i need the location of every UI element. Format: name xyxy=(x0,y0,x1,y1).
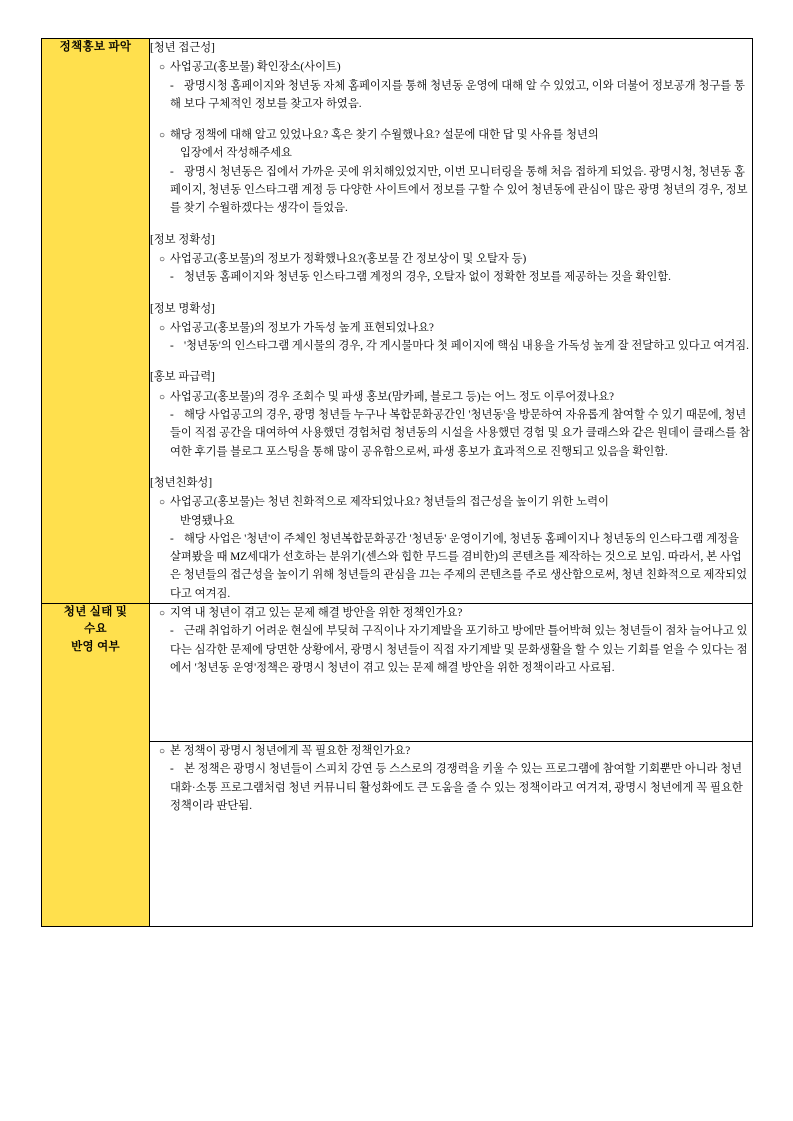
question-text: 사업공고(홍보물)의 경우 조회수 및 파생 홍보(맘카페, 블로그 등)는 어느 정도 이루어졌나요? xyxy=(170,390,614,403)
row-content-policy-promotion xyxy=(150,39,753,604)
row-content-problem-solving xyxy=(150,604,753,742)
question-line xyxy=(150,388,752,406)
section-heading: [정보 명확성] xyxy=(150,302,215,315)
spacer xyxy=(150,218,752,231)
question-text: 본 정책이 광명시 청년에게 꼭 필요한 정책인가요? xyxy=(170,745,411,758)
question-line xyxy=(150,319,752,337)
dash-bullet-icon: - xyxy=(170,165,174,178)
spacer xyxy=(150,113,752,126)
answer-line xyxy=(150,77,752,114)
section-heading: [홍보 파급력] xyxy=(150,371,215,384)
answer-line xyxy=(150,622,752,677)
dash-bullet-icon: - xyxy=(170,79,174,92)
answer-line xyxy=(150,337,752,355)
question-line xyxy=(150,604,752,622)
section-heading: [정보 정확성] xyxy=(150,233,215,246)
answer-text: 광명시 청년동은 집에서 가까운 곳에 위치해있었지만, 이번 모니터링을 통해 처음 접하게 되었음. 광명시청, 청년동 홈페이지, 청년동 인스타그램 계정 등 다양한 사이트에서 정보를 구할 수 있어 청년동에 관심이 많은 광명 청년의 경우, 정보를 찾기 수월하겠다는 생각이 들었음. xyxy=(170,165,748,215)
row-label-youth-needs xyxy=(42,604,150,927)
answer-line xyxy=(150,268,752,286)
section-heading: [청년친화성] xyxy=(150,476,213,489)
answer-line xyxy=(150,760,752,815)
row-label-text: 정책홍보 파악 xyxy=(59,41,132,53)
answer-line xyxy=(150,163,752,218)
answer-text: '청년동'의 인스타그램 게시물의 경우, 각 게시물마다 첫 페이지에 핵심 내용을 가독성 높게 잘 전달하고 있다고 여겨짐. xyxy=(184,340,749,353)
row-label-text-line1: 청년 실태 및 xyxy=(63,606,128,619)
answer-text: 광명시청 홈페이지와 청년동 자체 홈페이지를 통해 청년동 운영에 대해 알 수 있었고, 이와 더불어 정보공개 청구를 통해 보다 구체적인 정보를 찾고자 하였음. xyxy=(170,79,745,110)
circle-bullet-icon: ○ xyxy=(159,322,166,334)
circle-bullet-icon: ○ xyxy=(159,253,166,265)
table-row-policy-promotion xyxy=(42,39,753,604)
dash-bullet-icon: - xyxy=(170,763,174,776)
dash-bullet-icon: - xyxy=(170,340,174,353)
answer-text: 청년동 홈페이지와 청년동 인스타그램 계정의 경우, 오탈자 없이 정확한 정보를 제공하는 것을 확인함. xyxy=(184,271,671,284)
question-line xyxy=(150,126,752,144)
row-label-text-line2: 수요 xyxy=(84,623,107,636)
question-text: 사업공고(홍보물) 확인장소(사이트) xyxy=(170,61,341,74)
section-info-clarity xyxy=(150,300,752,356)
question-line xyxy=(150,58,752,76)
section-heading: [청년 접근성] xyxy=(150,42,215,54)
section-youth-friendliness xyxy=(150,474,752,603)
question-text: 사업공고(홍보물)의 정보가 가독성 높게 표현되었나요? xyxy=(170,321,434,334)
dash-bullet-icon: - xyxy=(170,271,174,284)
circle-bullet-icon: ○ xyxy=(159,130,166,142)
answer-line xyxy=(150,530,752,603)
spacer xyxy=(150,287,752,300)
answer-line xyxy=(150,406,752,461)
question-line xyxy=(150,742,752,760)
question-line xyxy=(150,493,752,511)
section-info-accuracy xyxy=(150,231,752,287)
answer-text: 근래 취업하기 어려운 현실에 부딪혀 구직이나 자기계발을 포기하고 방에만 틀어박혀 있는 청년들이 점차 늘어나고 있다는 심각한 문제에 당면한 상황에서, 광명시 청년들이 직접 자기계발 및 문화생활을 할 수 있는 기회를 얻을 수 있다는 점에서 '청년동 운영'정책은 광명시 청년이 겪고 있는 문제 해결 방안을 위한 정책이라고 사료됨. xyxy=(170,625,748,674)
section-promotion-reach xyxy=(150,368,752,460)
circle-bullet-icon: ○ xyxy=(159,62,166,74)
row-content-necessity xyxy=(150,742,753,927)
question-text: 사업공고(홍보물)의 정보가 정확했나요?(홍보물 간 정보상이 및 오탈자 등) xyxy=(170,252,527,265)
circle-bullet-icon: ○ xyxy=(159,608,166,620)
dash-bullet-icon: - xyxy=(170,532,174,545)
evaluation-table xyxy=(41,38,753,927)
circle-bullet-icon: ○ xyxy=(159,391,166,403)
answer-text: 해당 사업공고의 경우, 광명 청년들 누구나 복합문화공간인 '청년동'을 방문하여 자유롭게 참여할 수 있기 때문에, 청년들이 직접 공간을 대여하여 사용했던 경험처럼 청년동의 시설을 사용했던 경험 및 요가 클래스와 같은 원데이 클래스를 참여한 후기를 블로그 포스팅을 통해 많이 공유함으로써, 파생 홍보가 효과적으로 진행되고 있음을 확인함. xyxy=(170,409,750,458)
circle-bullet-icon: ○ xyxy=(159,746,166,758)
spacer xyxy=(150,461,752,474)
question-text: 해당 정책에 대해 알고 있었나요? 혹은 찾기 수월했나요? 설문에 대한 답 및 사유를 청년의 xyxy=(170,129,599,142)
dash-bullet-icon: - xyxy=(170,625,174,638)
question-text: 사업공고(홍보물)는 청년 친화적으로 제작되었나요? 청년들의 접근성을 높이기 위한 노력이 xyxy=(170,496,609,509)
row-label-text-line3: 반영 여부 xyxy=(71,640,120,653)
question-line xyxy=(150,250,752,268)
question-text: 지역 내 청년이 겪고 있는 문제 해결 방안을 위한 정책인가요? xyxy=(170,607,463,620)
section-youth-access xyxy=(150,39,752,218)
answer-text: 본 정책은 광명시 청년들이 스피치 강연 등 스스로의 경쟁력을 키울 수 있는 프로그램에 참여할 기회뿐만 아니라 청년 대화·소통 프로그램처럼 청년 커뮤니티 활성화에도 큰 도움을 줄 수 있는 정책이라고 여겨져, 광명시 청년에게 꼭 필요한 정책이라 판단됨. xyxy=(170,763,743,812)
table-row-youth-needs-a xyxy=(42,604,753,742)
answer-text: 해당 사업은 '청년'이 주체인 청년복합문화공간 '청년동' 운영이기에, 청년동 홈페이지나 청년동의 인스타그램 계정을 살펴봤을 때 MZ세대가 선호하는 분위기(센스와 힙한 무드를 겸비한)의 콘텐츠를 제작하는 것으로 보임. 따라서, 본 사업은 청년들의 접근성을 높이기 위해 청년들의 관심을 끄는 주제의 콘텐츠를 주로 생산함으로써, 청년 친화적으로 제작되었다고 여겨짐. xyxy=(170,532,748,600)
question-text-continued: 입장에서 작성해주세요 xyxy=(180,147,292,160)
spacer xyxy=(150,355,752,368)
dash-bullet-icon: - xyxy=(170,409,174,422)
question-text-continued: 반영됐나요 xyxy=(180,514,235,527)
circle-bullet-icon: ○ xyxy=(159,497,166,509)
row-label-policy-promotion xyxy=(42,39,150,604)
